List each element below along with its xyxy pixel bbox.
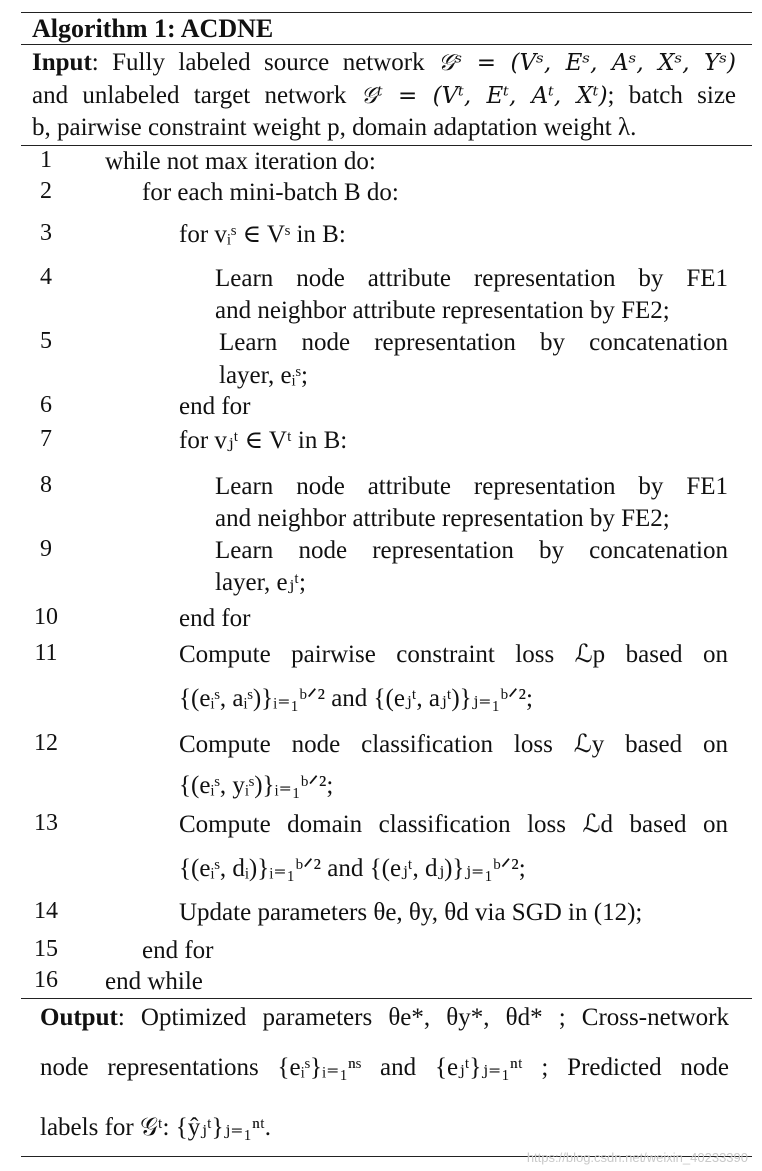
step-text-2: for each mini-batch B do: [142,179,399,206]
step-text-11a: Compute pairwise constraint loss ℒp based on [179,641,728,668]
source-network-math: 𝒢ˢ = (Vˢ, Eˢ, Aˢ, Xˢ, Yˢ) [438,50,737,76]
step-text-10: end for [179,605,251,632]
watermark: https://blog.csdn.net/weixin_40233390 [526,1150,748,1165]
step-text-9b: layer, eⱼᵗ; [215,569,306,596]
step-text-5b: layer, eᵢˢ; [219,362,308,389]
input-text-1: : Fully labeled source network [91,49,439,76]
step-text-14: Update parameters θe, θy, θd via SGD in (12); [179,899,643,926]
step-text-11b: {(eᵢˢ, aᵢˢ)}ᵢ₌₁ᵇᐟ² and {(eⱼᵗ, aⱼᵗ)}ⱼ₌₁ᵇᐟ²; [179,685,533,712]
step-text-15: end for [142,937,214,964]
input-rule [21,145,752,146]
step-number-7: 7 [40,426,52,452]
step-number-6: 6 [40,392,52,418]
step-number-13: 13 [34,810,58,836]
output-line-3: labels for 𝒢ᵗ: {ŷⱼᵗ}ⱼ₌₁ⁿᵗ. [40,1114,272,1141]
step-text-13b: {(eᵢˢ, dᵢ)}ᵢ₌₁ᵇᐟ² and {(eⱼᵗ, dⱼ)}ⱼ₌₁ᵇᐟ²; [179,855,526,882]
step-text-4b: and neighbor attribute representation by FE2; [215,297,670,324]
output-rule [21,998,752,999]
step-number-15: 15 [34,936,58,962]
output-line-2: node representations {eᵢˢ}ᵢ₌₁ⁿˢ and {eⱼᵗ}ⱼ₌₁ⁿᵗ ; Predicted node [40,1054,729,1081]
step-text-4a: Learn node attribute representation by FE1 [215,265,728,292]
step-text-5a: Learn node representation by concatenation [219,329,728,356]
input-label: Input [32,49,92,76]
input-line-1 [32,47,736,79]
step-text-1: while not max iteration do: [105,148,376,175]
target-network-math: 𝒢ᵗ = (Vᵗ, Eᵗ, Aᵗ, Xᵗ) [360,83,608,109]
title-rule [21,44,752,45]
step-number-11: 11 [34,640,58,666]
input-text-2a: and unlabeled target network [32,82,361,109]
step-text-3: for vᵢˢ ∈ Vˢ in B: [179,221,346,248]
step-text-12a: Compute node classification loss ℒy based on [179,731,728,758]
step-text-8b: and neighbor attribute representation by FE2; [215,505,670,532]
step-number-2: 2 [40,178,52,204]
step-text-8a: Learn node attribute representation by FE1 [215,473,728,500]
step-number-10: 10 [34,604,58,630]
step-number-14: 14 [34,898,58,924]
output-text-1: : Optimized parameters θe*, θy*, θd* ; Cross-network [117,1004,729,1031]
algorithm-title: Algorithm 1: ACDNE [32,14,274,43]
input-line-3: b, pairwise constraint weight p, domain adaptation weight λ. [32,114,637,141]
step-text-12b: {(eᵢˢ, yᵢˢ)}ᵢ₌₁ᵇᐟ²; [179,772,334,799]
step-text-9a: Learn node representation by concatenation [215,537,728,564]
output-label: Output [40,1004,118,1031]
step-number-1: 1 [40,147,52,173]
step-number-8: 8 [40,472,52,498]
step-number-4: 4 [40,264,52,290]
step-number-16: 16 [34,967,58,993]
step-number-12: 12 [34,730,58,756]
step-text-16: end while [105,968,203,995]
input-line-2 [32,80,736,112]
input-text-2b: ; batch size [607,82,737,109]
step-text-6: end for [179,393,251,420]
step-number-3: 3 [40,220,52,246]
step-text-13a: Compute domain classification loss ℒd based on [179,811,728,838]
step-text-7: for vⱼᵗ ∈ Vᵗ in B: [179,427,348,454]
step-number-9: 9 [40,536,52,562]
output-line-1 [40,1002,729,1034]
step-number-5: 5 [40,328,52,354]
